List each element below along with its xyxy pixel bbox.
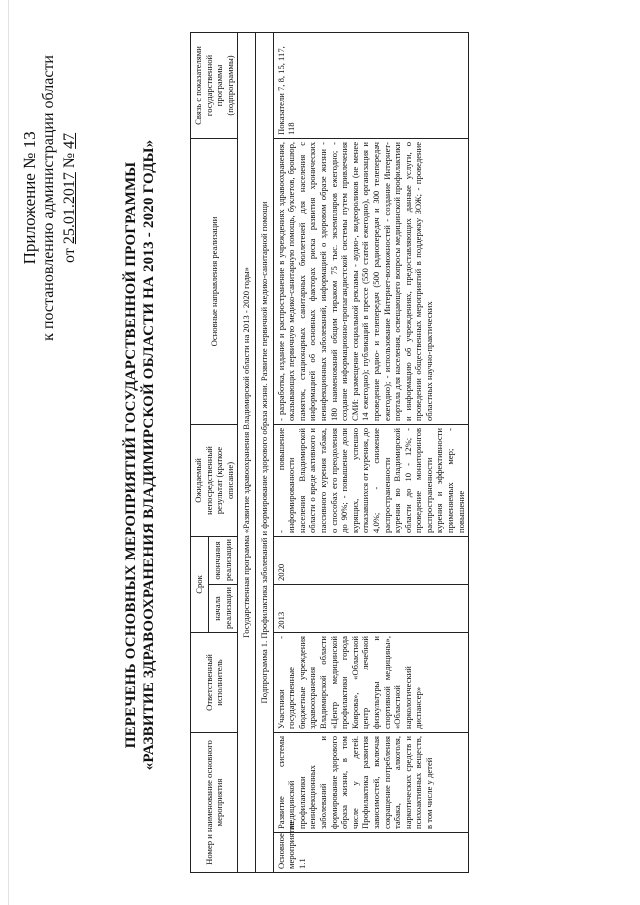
number-label: №	[61, 152, 78, 169]
measure-name: Развитие системы медицинской профилактики неинфекционных заболеваний и формирование здорового образа жизни, в том числе у детей. Профилактика развития зависимостей, включая сокращение потребления табака, алкоголя, наркотических средств и психоактивных веществ, в том числе у детей	[273, 733, 469, 833]
measure-end: 2020	[273, 536, 469, 584]
header-result: Ожидаемый непосредственный результат (краткое описание)	[191, 424, 238, 536]
program-title: Государственная программа «Развитие здравоохранения Владимирской области на 2013 - 2020 годы»	[238, 32, 256, 872]
measure-start: 2013	[273, 585, 469, 633]
measures-table	[190, 32, 469, 873]
document-header	[20, 15, 215, 895]
appendix-title: Приложение № 13	[20, 131, 39, 265]
appendix-date-line	[60, 55, 79, 341]
measure-executor: Участники - государственные бюджетные учреждения здравоохранения Владимирской области «Центр медицинской профилактики города Коврова», «Областной центр лечебной физкультуры и спортивной медицины», «Областной наркологический диспансер»	[273, 633, 469, 733]
header-term-end: окончания реализации	[208, 536, 238, 584]
header-number-name: Номер и наименование основного мероприятия	[191, 733, 238, 873]
appendix-number: 47	[61, 132, 78, 149]
header-row-1	[191, 32, 209, 872]
measure-directions: - разработка, издание и распространение в учреждениях здравоохранения, оказывающих первичную медико-санитарную помощь, буклетов, брошюр, памяток, стационарных санитарных бюллетеней для населения с информацией об основных факторах риска развития хронических неинфекционных заболеваний, информацией о здоровом образе жизни - 180 наименований общим тиражом 75 тыс. экземпляров ежегодно; - создание информационно-пропагандистской системы путем привлечения СМИ: размещение социальной рекламы - аудио-, видеороликов (не менее 14 ежегодно); публикаций в прессе (550 статей ежегодно), организация и проведение радио- и телепередач (500 радиопередач и 300 телепередач ежегодно); - использование Интернет-возможностей - создание Интернет-портала для населения, освещающего вопросы медицинской профилактики и информацию об учреждениях, предоставляющих данные услуги, о проведении общественных мероприятий в поддержку ЗОЖ; - проведение областных научно-практических	[273, 138, 469, 424]
document-title	[122, 15, 158, 895]
header-link: Связь с показателями государственной программы (подпрограммы)	[191, 32, 238, 138]
measure-link: Показатели 7, 8, 15, 117, 118	[273, 32, 469, 138]
header-term-start: начала реализации	[208, 585, 238, 633]
appendix-date: 25.01.2017	[61, 172, 78, 245]
appendix-subtitle: к постановлению администрации области	[40, 55, 57, 341]
appendix-block	[20, 55, 79, 341]
subprogram-title: Подпрограмма 1. Профилактика заболеваний и формирование здорового образа жизни. Развитие первичной медико-санитарной помощи	[255, 32, 273, 872]
header-term: Срок	[191, 536, 209, 632]
header-directions: Основные направления реализации	[191, 138, 238, 424]
date-prefix: от	[61, 248, 78, 263]
scan-edge	[8, 0, 9, 905]
header-executor: Ответственный исполнитель	[191, 633, 238, 733]
program-row	[238, 32, 256, 872]
table-row	[273, 32, 469, 872]
measure-result: - повышение информированности населения Владимирской области о вреде активного и пассивного курения табака, о способах его преодоления до 90%; - повышение доли курящих, успешно отказавшихся от курения, до 4,0%; - снижение распространенности курения во Владимирской области до 10 - 12%; - проведение мониторингов распространенности курения и эффективности применяемых мер; - повышение	[273, 424, 469, 536]
rotated-document-page	[20, 15, 630, 895]
subprogram-row	[255, 32, 273, 872]
measure-number: Основное мероприятие 1.1	[273, 833, 469, 873]
title-line-2: «РАЗВИТИЕ ЗДРАВООХРАНЕНИЯ ВЛАДИМИРСКОЙ ОБЛАСТИ НА 2013 - 2020 ГОДЫ»	[141, 139, 157, 771]
title-line-1: ПЕРЕЧЕНЬ ОСНОВНЫХ МЕРОПРИЯТИЙ ГОСУДАРСТВЕННОЙ ПРОГРАММЫ	[123, 161, 139, 749]
